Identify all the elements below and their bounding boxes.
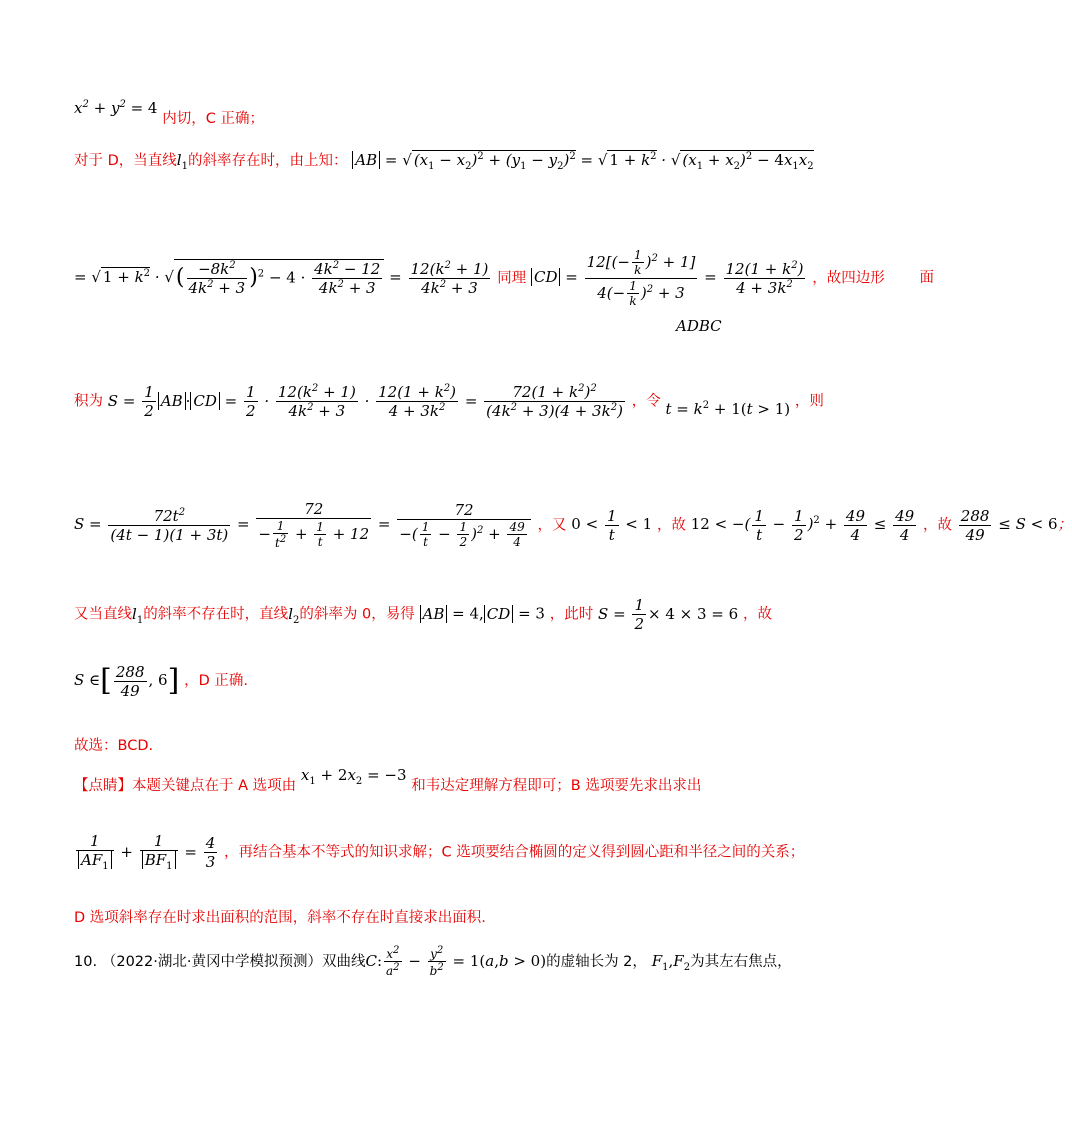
answer-line: 故选：BCD. xyxy=(74,738,154,754)
t-range: 0 < $\frac{1}{t}$ < 1 xyxy=(571,506,653,544)
question-10 xyxy=(74,945,792,979)
reciprocal-formula: $\frac{1}{AF_1}$ + $\frac{1}{BF_1}$ = $\frac{4}{3}$ xyxy=(74,843,219,861)
comment-prefix: 【点睛】本题关键点在于 A 选项由 xyxy=(74,778,297,794)
question-source: （2022·湖北·黄冈中学模拟预测）双曲线 xyxy=(101,953,366,970)
line-vertical-case xyxy=(74,596,772,633)
s-bound: $\frac{288}{49}$ ≤ S < 6； xyxy=(960,506,1072,544)
line-s-range xyxy=(74,500,1072,551)
l1-symbol: $l_1$ xyxy=(176,151,188,172)
line-circle-tangent xyxy=(74,98,760,127)
line-s-interval xyxy=(74,660,760,702)
line-ab-cd xyxy=(74,248,934,309)
line6-prefix: 又当直线 xyxy=(74,606,132,623)
s-value: S = $\frac{1}{2}$ × 4 × 3 = 6 xyxy=(598,596,739,633)
ab-cd-values: AB = 4, CD = 3 xyxy=(420,605,545,623)
you-label: ，又 xyxy=(537,517,567,534)
cishi-label: ，此时 xyxy=(549,606,594,623)
question-mid: 的虚轴长为 2， xyxy=(546,953,647,970)
mian-label: 面 xyxy=(919,270,934,287)
line2-suffix: 的斜率存在时，由上知： xyxy=(187,153,348,169)
line6-mid2: 的斜率为 0，易得 xyxy=(299,606,415,623)
s-expression: S = $\frac{72t^2}{(4t - 1)(1 + 3t)}$ = 72 − $\frac{1}{t^2}$ + $\frac{1}{t}$ + 12 = 72 −( $\frac{1}{t}$ − $\frac{1}{2}$ )$^2$ + $\frac{49}{4}$ xyxy=(74,515,538,533)
bound-expression: 12 < −( $\frac{1}{t}$ − $\frac{1}{2}$ )$^2$ + $\frac{49}{4}$ ≤ $\frac{49}{4}$ xyxy=(690,506,915,544)
question-suffix: 为其左右焦点， xyxy=(690,953,792,970)
ling-label: ，令 xyxy=(631,393,661,410)
cd-formula: CD = 12[(− $\frac{1}{k}$ )$^2$ + 1] 4(− $\frac{1}{k}$ )$^2$ + 3 = $\frac{12(1 + k^2)}{4 + 3k^2}$ xyxy=(531,268,812,286)
tongli-label: 同理 xyxy=(497,270,527,287)
line1-text: 内切，C 正确； xyxy=(162,111,264,127)
line-summary-d: D 选项斜率存在时求出面积的范围，斜率不存在时直接求出面积. xyxy=(74,910,486,926)
reciprocal-text: ，再结合基本不等式的知识求解；C 选项要结合椭圆的定义得到圆心距和半径之间的关系； xyxy=(224,844,805,861)
line6-mid: 的斜率不存在时，直线 xyxy=(143,606,289,623)
gu2-label: ，故 xyxy=(923,517,953,534)
line2-prefix: 对于 D，当直线 xyxy=(74,153,177,169)
area-label: 积为 xyxy=(74,393,103,410)
line6-gu: ，故 xyxy=(742,606,772,623)
gu-label: ，故 xyxy=(656,517,686,534)
adbc-label: ADBC xyxy=(676,317,722,335)
foci-symbols: $F_1,F_2$ xyxy=(651,951,691,973)
circle-equation: $x^2 + y^2 = 4$ xyxy=(74,99,158,117)
line-area xyxy=(74,383,824,420)
l2-symbol: $l_2$ xyxy=(288,604,300,626)
line-comment xyxy=(74,765,760,794)
ze-label: ，则 xyxy=(794,393,824,410)
line-reciprocal xyxy=(74,832,805,873)
s-interval: S ∈[ $\frac{288}{49}$ , 6] xyxy=(74,662,180,700)
l1-symbol-2: $l_1$ xyxy=(132,604,144,626)
comment-suffix: 和韦达定理解方程即可；B 选项要先求出求出 xyxy=(411,778,702,794)
t-substitution: $t = k^2 + 1(t > 1)$ xyxy=(665,399,791,418)
line-option-d xyxy=(74,150,814,174)
area-formula: S = $\frac{1}{2}$ AB · CD = $\frac{1}{2}$ · $\frac{12(k^2 + 1)}{4k^2 + 3}$ · $\frac{12(1 + k^2)}{4 + 3k^2}$ = $\frac{72(1 + k^2)^2}{(4k^2 + 3)(4 + 3k^2)}$ xyxy=(107,383,623,420)
question-number: 10. xyxy=(74,953,98,970)
ab-length-formula: AB = √ $(x_1 - x_2)^2 + (y_1 - y_2)^2$ = √ $1 + k^2$ · √ $(x_1 + x_2)^2 - 4x_1x_2$ xyxy=(352,150,813,169)
d-correct: ，D 正确. xyxy=(184,673,248,689)
hyperbola-equation: C: $\frac{x^2}{a^2}$ − $\frac{y^2}{b^2}$ = 1(a,b > 0) xyxy=(365,945,547,979)
ab-result: = √ $1 + k^2$ · √( $\frac{-8k^2}{4k^2 + 3}$ )$^2$ − 4 · $\frac{4k^2 - 12}{4k^2 + 3}$ = $\frac{12(k^2 + 1)}{4k^2 + 3}$ xyxy=(74,259,489,297)
x-relation: $x_1 + 2x_2 = -3$ xyxy=(300,766,407,787)
quad-label: ，故四边形 xyxy=(812,270,885,287)
